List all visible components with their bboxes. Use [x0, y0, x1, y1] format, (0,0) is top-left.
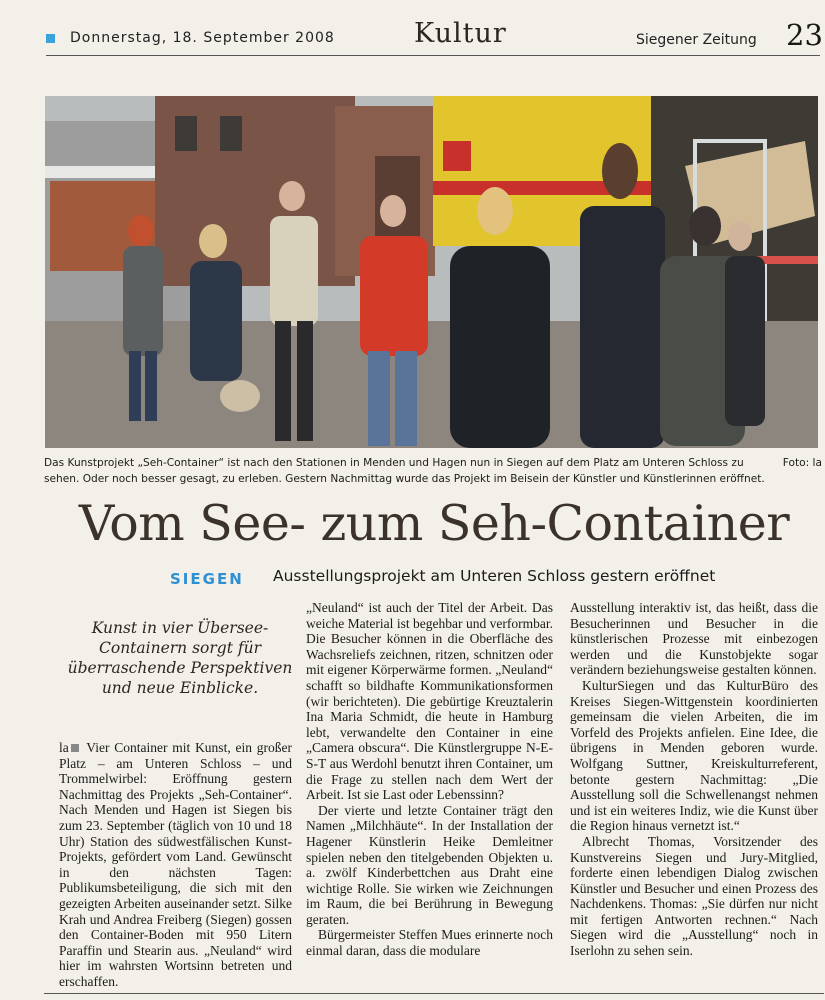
article-subheadline: Ausstellungsprojekt am Unteren Schloss gestern eröffnet [273, 567, 716, 585]
section-title: Kultur [414, 18, 507, 49]
photo-credit: Foto: la [782, 457, 822, 469]
article-paragraph: Ausstellung interaktiv ist, das heißt, dass die Besucherinnen und Besucher in die künstlerischen Prozesse mit einbezogen werden und die Kunstobjekte sogar verändern beziehungsweise gestalten können. [570, 600, 818, 678]
byline-square-icon [71, 744, 79, 752]
article-paragraph: „Neuland“ ist auch der Titel der Arbeit. Das weiche Material ist begehbar und verformbar. Die Besucher können in die Oberfläche des Wachsreliefs zeichnen, ritzen, schnitzen oder mit eigener Körperwärme formen. „Neuland“ schafft so bildhafte Kommunikationsformen (wir berichteten). Die gebürtige Kreuztalerin Ina Maria Schmidt, die heute in Hamburg lebt, verwandelte den Container in eine „Camera obscura“. Die Künstlergruppe N-E-S-T aus Werdohl benutzt ihren Container, um die Frage zu stellen nach dem Wert der Arbeit. Ist sie Last oder Lebenssinn? [306, 600, 553, 803]
article-photo [45, 96, 818, 448]
section-marker [46, 34, 55, 43]
article-column-2 [306, 600, 553, 959]
article-headline: Vom See- zum Seh-Container [78, 495, 790, 552]
footer-rule [44, 993, 824, 994]
header-rule [46, 55, 820, 56]
caption-text: Das Kunstprojekt „Seh-Container“ ist nach den Stationen in Menden und Hagen nun in Siegen auf dem Platz am Unteren Schloss zu sehen. Oder noch besser gesagt, zu erleben. Gestern Nachmittag wurde das Projekt im Beisein der Künstler und Künstlerinnen eröffnet. [44, 457, 765, 485]
photo-image [45, 96, 818, 448]
article-teaser: Kunst in vier Übersee-Containern sorgt für überraschende Perspektiven und neue Einblicke. [67, 619, 293, 697]
article-paragraph: Bürgermeister Steffen Mues erinnerte noch einmal daran, dass die modulare [306, 927, 553, 959]
page-number: 23 [786, 18, 823, 52]
byline: la [59, 740, 69, 755]
article-paragraph [59, 740, 292, 990]
article-paragraph: KulturSiegen und das KulturBüro des Kreises Siegen-Wittgenstein koordinierten gemeinsam die vielen Arbeiten, die im Vorfeld des Projekts anfielen. Eine Idee, die übrigens in Menden geboren wurde. Wolfgang Suttner, Kreiskulturreferent, betonte gestern Nachmittag: „Die Ausstellung soll die Schwellenangst nehmen und ist ein weiteres Indiz, wie die Kunst über die Region hinaus vernetzt ist.“ [570, 677, 818, 834]
article-column-3 [570, 600, 818, 959]
article-column-1 [59, 740, 292, 990]
dateline-city: SIEGEN [170, 570, 244, 588]
paragraph-text: Vier Container mit Kunst, ein großer Platz – am Unteren Schloss – und Trommelwirbel: Eröffnung gestern Nachmittag des Projekts „Seh-Container“. Nach Menden und Hagen ist Siegen bis zum 23. September (täglich von 10 und 18 Uhr) Station des südwestfälischen Kunst-Projekts, gefördert vom Land. Gewünscht in den nächsten Tagen: Publikumsbeteiligung, die sich mit den gezeigten Arbeiten auseinander setzt. Silke Krah und Andrea Freiberg (Siegen) gossen den Container-Boden mit 950 Litern Paraffin und Stearin aus. „Neuland“ wird hier im wahrsten Wortsinn betreten und erschaffen. [59, 740, 292, 989]
newspaper-name: Siegener Zeitung [636, 32, 757, 48]
issue-date: Donnerstag, 18. September 2008 [70, 30, 335, 46]
photo-caption [44, 456, 822, 487]
article-paragraph: Der vierte und letzte Container trägt den Namen „Milchhäute“. In der Installation der Hagener Künstlerin Heike Demleitner spielen neben den titelgebenden Objekten u. a. zwölf Kinderbettchen aus Draht eine wichtige Rolle. Sie wirken wie Zeichnungen im Raum, die bei Berührung in Bewegung geraten. [306, 802, 553, 927]
article-paragraph: Albrecht Thomas, Vorsitzender des Kunstvereins Siegen und Jury-Mitglied, forderte einen lebendigen Dialog zwischen Künstler und Besucher und einen Prozess des Nachdenkens. Thomas: „Sie dürfen nur nicht mit fertigen Antworten rechnen.“ Nach Siegen wird die „Ausstellung“ noch in Iserlohn zu sehen sein. [570, 833, 818, 959]
